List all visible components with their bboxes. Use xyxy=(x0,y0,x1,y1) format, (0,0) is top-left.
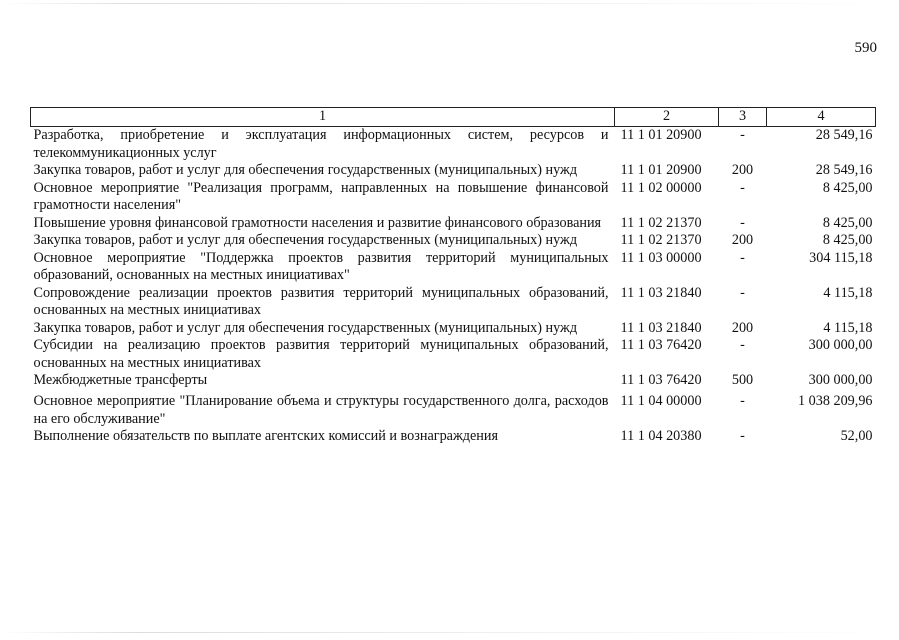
row-name: Основное мероприятие "Реализация программ, направленных на повышение финансовой грамотности населения" xyxy=(33,179,609,213)
row-amount: 52,00 xyxy=(840,428,873,444)
row-type: - xyxy=(740,249,745,266)
row-amount: 28 549,16 xyxy=(815,162,873,178)
row-type: - xyxy=(740,179,745,196)
scan-top-edge xyxy=(0,3,899,4)
row-amount: 8 425,00 xyxy=(822,214,873,231)
row-name: Закупка товаров, работ и услуг для обеспечения государственных (муниципальных) нужд xyxy=(33,232,578,248)
table-row xyxy=(31,372,876,393)
row-code: 11 1 01 20900 xyxy=(620,127,702,143)
header-col-4: 4 xyxy=(767,108,876,127)
row-code: 11 1 02 21370 xyxy=(620,232,702,248)
row-amount: 1 038 209,96 xyxy=(798,393,873,409)
table-row xyxy=(31,127,876,163)
table-row xyxy=(31,250,876,285)
header-col-3: 3 xyxy=(719,108,767,127)
row-type: 200 xyxy=(731,319,754,336)
row-type: - xyxy=(740,127,745,143)
table-row xyxy=(31,393,876,428)
row-amount: 304 115,18 xyxy=(809,249,873,266)
row-code: 11 1 04 00000 xyxy=(620,393,702,409)
row-name: Субсидии на реализацию проектов развития территорий муниципальных образований, основанных на местных инициативах xyxy=(33,337,609,371)
header-col-1: 1 xyxy=(31,108,615,127)
row-type: 200 xyxy=(731,162,754,178)
table-row xyxy=(31,337,876,372)
row-code: 11 1 03 21840 xyxy=(620,284,702,301)
scan-bottom-edge xyxy=(0,632,899,633)
row-code: 11 1 03 76420 xyxy=(620,337,702,353)
row-amount: 8 425,00 xyxy=(822,179,873,196)
row-name: Повышение уровня финансовой грамотности населения и развитие финансового образования xyxy=(33,214,602,231)
table-row xyxy=(31,320,876,338)
row-name: Закупка товаров, работ и услуг для обеспечения государственных (муниципальных) нужд xyxy=(33,319,578,336)
table-row xyxy=(31,285,876,320)
row-amount: 300 000,00 xyxy=(808,372,873,388)
row-amount: 8 425,00 xyxy=(822,232,873,248)
row-name: Основное мероприятие "Планирование объема и структуры государственного долга, расходов на его обслуживание" xyxy=(33,393,609,427)
row-amount: 300 000,00 xyxy=(808,337,873,353)
table-row xyxy=(31,232,876,250)
row-type: - xyxy=(740,214,745,231)
row-type: - xyxy=(740,393,745,409)
table-row xyxy=(31,428,876,449)
row-code: 11 1 01 20900 xyxy=(620,162,702,178)
row-code: 11 1 03 00000 xyxy=(620,249,702,266)
budget-table xyxy=(30,107,876,449)
table-row xyxy=(31,180,876,215)
row-name: Выполнение обязательств по выплате агентских комиссий и вознаграждения xyxy=(33,428,498,444)
row-code: 11 1 03 21840 xyxy=(620,319,702,336)
row-amount: 4 115,18 xyxy=(823,319,873,336)
page-number: 590 xyxy=(854,40,877,56)
row-name: Разработка, приобретение и эксплуатация информационных систем, ресурсов и телекоммуникационных услуг xyxy=(33,127,609,161)
row-code: 11 1 02 21370 xyxy=(620,214,702,231)
row-code: 11 1 02 00000 xyxy=(620,179,702,196)
header-col-2: 2 xyxy=(615,108,719,127)
row-type: - xyxy=(740,284,745,301)
row-type: 500 xyxy=(731,372,754,388)
table-header-row xyxy=(31,108,876,127)
row-type: - xyxy=(740,337,745,353)
row-code: 11 1 04 20380 xyxy=(620,428,702,444)
row-amount: 28 549,16 xyxy=(815,127,873,143)
row-name: Основное мероприятие "Поддержка проектов развития территорий муниципальных образований, основанных на местных инициативах" xyxy=(33,249,609,283)
table-row xyxy=(31,162,876,180)
row-name: Закупка товаров, работ и услуг для обеспечения государственных (муниципальных) нужд xyxy=(33,162,578,178)
table-row xyxy=(31,215,876,233)
row-code: 11 1 03 76420 xyxy=(620,372,702,388)
row-type: - xyxy=(740,428,745,444)
row-name: Сопровождение реализации проектов развития территорий муниципальных образований, основанных на местных инициативах xyxy=(33,284,609,318)
row-amount: 4 115,18 xyxy=(823,284,873,301)
row-type: 200 xyxy=(731,232,754,248)
row-name: Межбюджетные трансферты xyxy=(33,372,208,388)
